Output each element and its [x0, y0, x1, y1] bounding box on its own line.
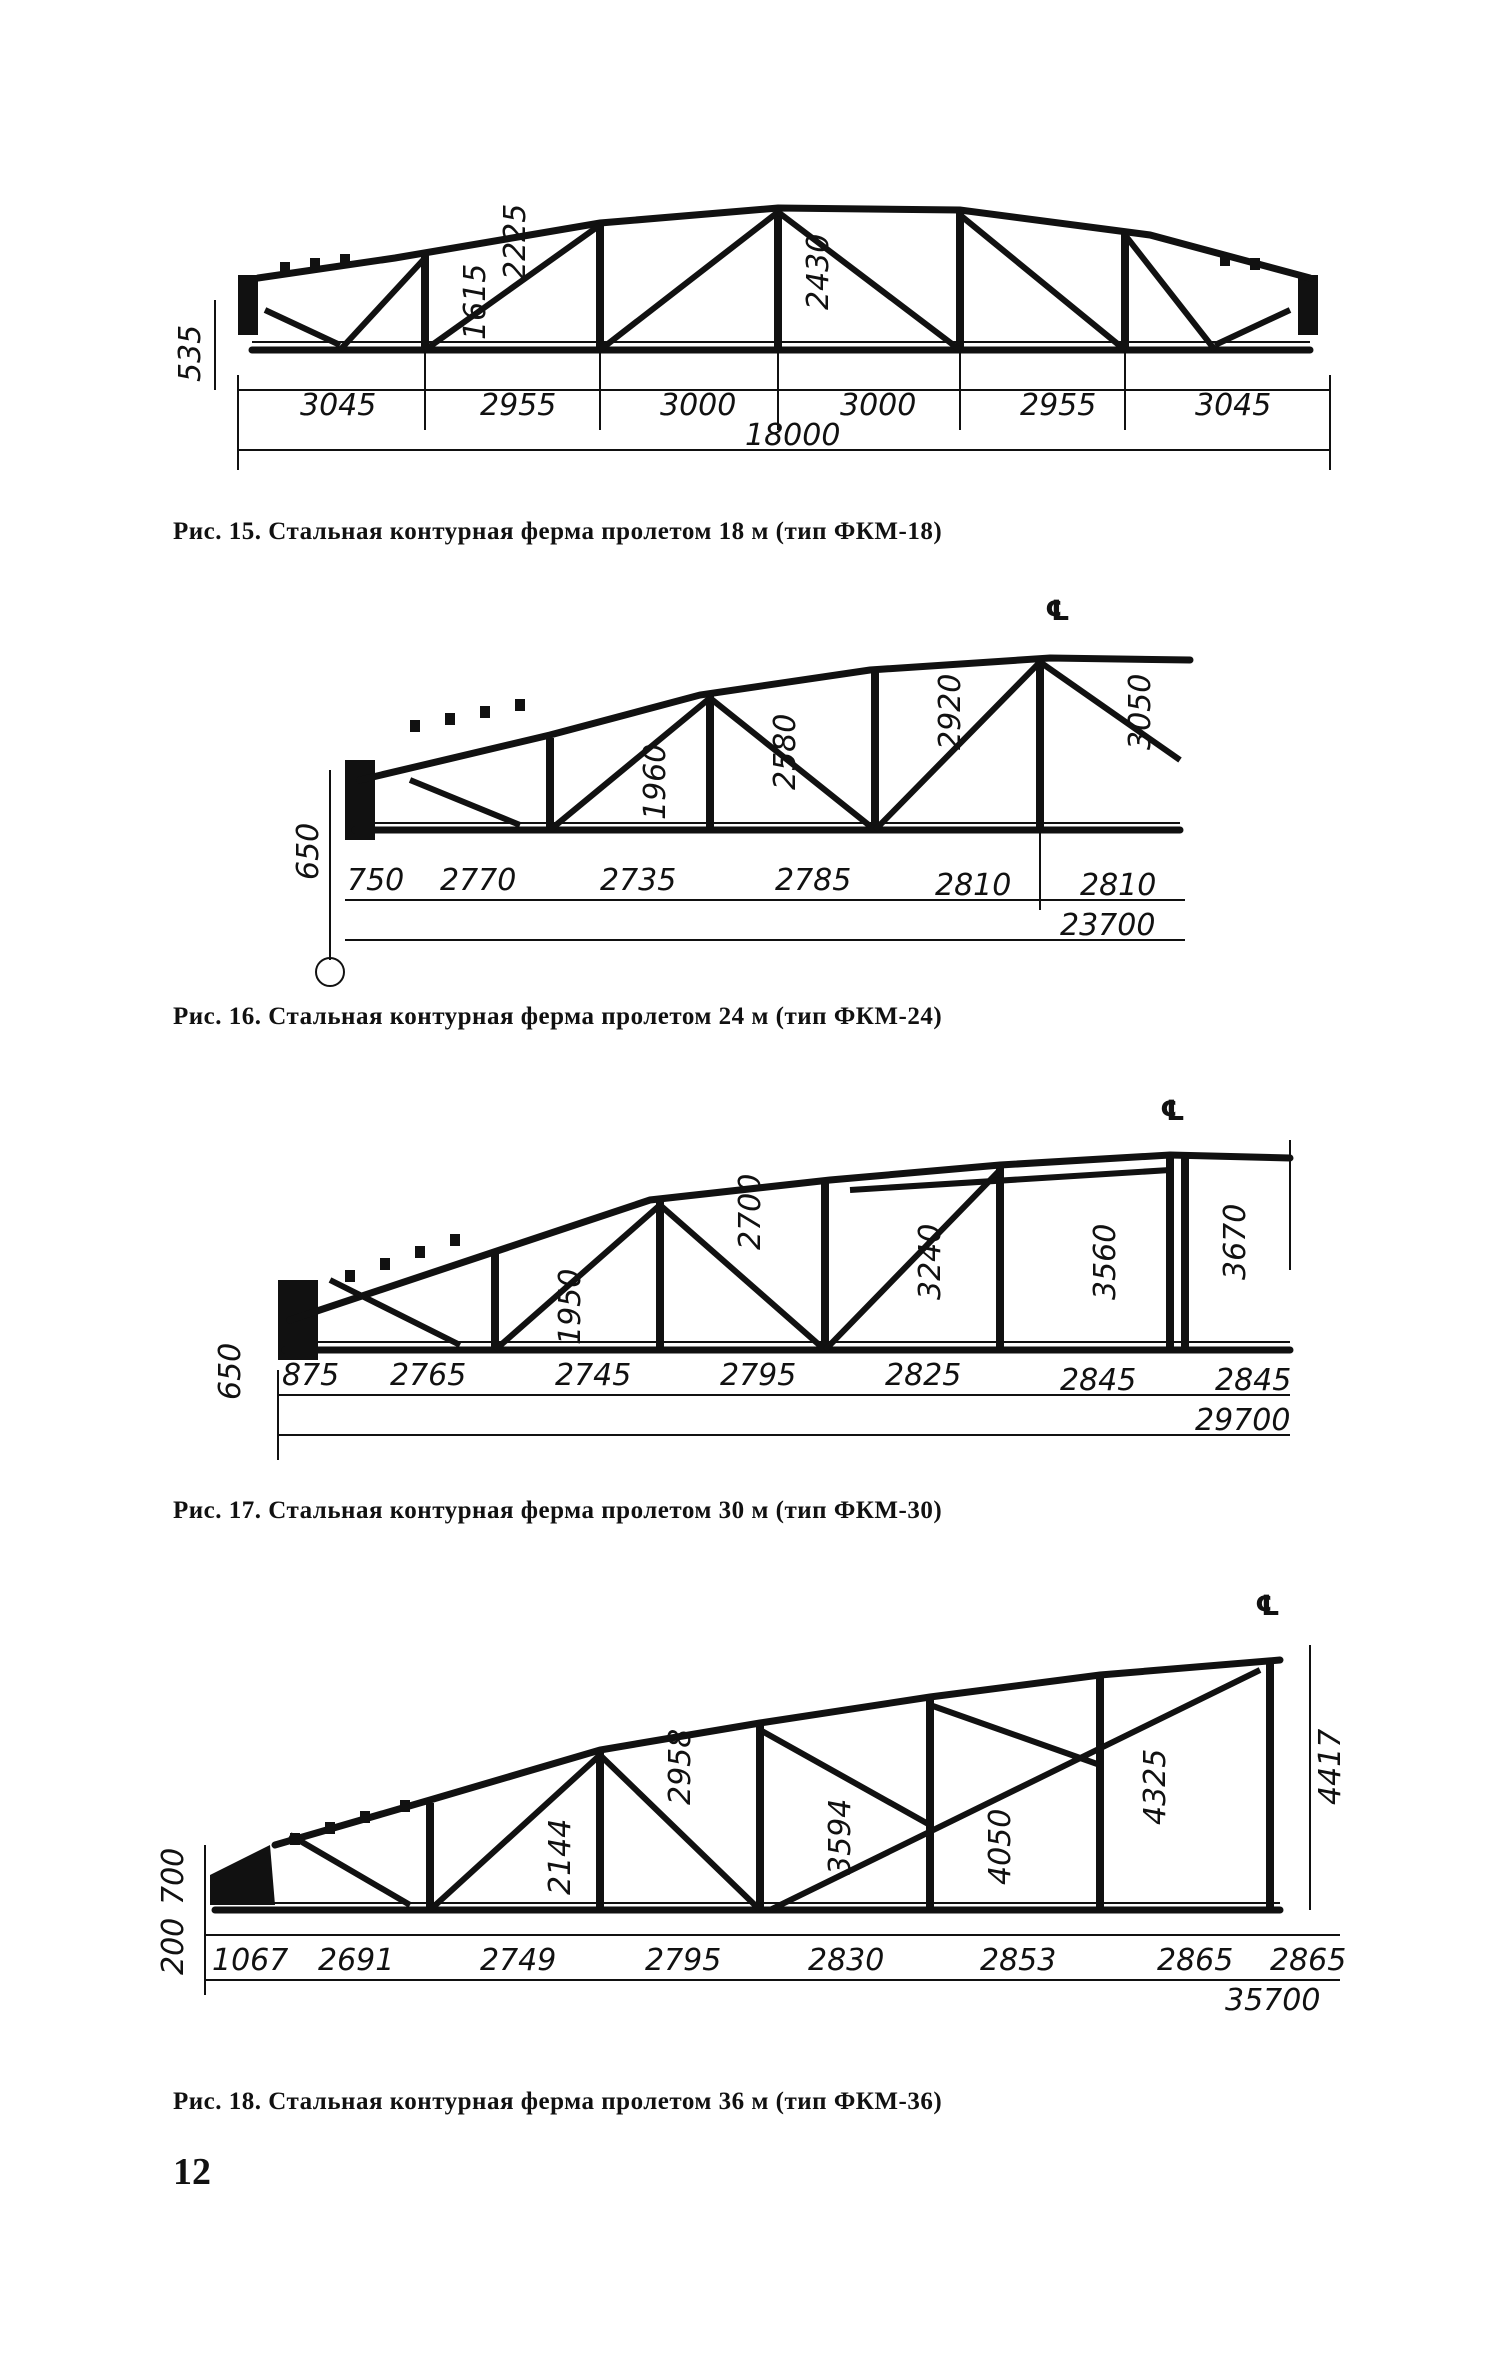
height-dim: 2920	[933, 673, 968, 750]
panel-dim: 2825	[885, 1358, 962, 1393]
panel-dim: 2853	[980, 1943, 1057, 1978]
panel-dim: 750	[347, 863, 405, 898]
panel-dim: 3000	[840, 388, 917, 423]
total-span: 18000	[745, 418, 841, 453]
truss-drawing-fkm-30	[0, 1080, 1500, 1480]
truss-drawing-fkm-36	[0, 1575, 1500, 2095]
panel-dim: 2745	[555, 1358, 632, 1393]
panel-dim: 1067	[212, 1943, 289, 1978]
panel-dim: 2865	[1157, 1943, 1234, 1978]
height-dim: 2144	[543, 1818, 578, 1895]
height-dim: 2958	[663, 1728, 698, 1805]
panel-dim: 2770	[440, 863, 517, 898]
panel-dim: 3045	[300, 388, 377, 423]
figure-caption: Рис. 15. Стальная контурная ферма пролетом 18 м (тип ФКМ-18)	[173, 518, 943, 545]
truss-drawing-fkm-24	[0, 580, 1500, 1000]
height-dim: 2580	[768, 713, 803, 790]
height-dim: 3594	[823, 1798, 858, 1875]
figure-18	[0, 1575, 1500, 2095]
height-dim: 535	[173, 324, 208, 382]
height-dim: 3050	[1123, 673, 1158, 750]
height-dim: 3560	[1088, 1223, 1123, 1300]
panel-dim: 2795	[645, 1943, 722, 1978]
height-dim: 2700	[733, 1173, 768, 1250]
left-support	[210, 1845, 275, 1905]
panel-dim: 875	[282, 1358, 340, 1393]
panel-dim: 2845	[1215, 1363, 1292, 1398]
panel-dim: 2749	[480, 1943, 557, 1978]
height-dim: 3670	[1218, 1203, 1253, 1280]
height-dim: 200	[156, 1917, 191, 1975]
height-dim: 1615	[458, 263, 493, 340]
height-dim: 2430	[801, 233, 836, 310]
height-dim: 650	[213, 1342, 248, 1400]
panel-dim: 2845	[1060, 1363, 1137, 1398]
axis-marker	[316, 958, 344, 986]
total-span: 23700	[1060, 908, 1156, 943]
figure-15	[0, 150, 1500, 480]
panel-dim: 2691	[318, 1943, 395, 1978]
top-chord	[290, 1155, 1290, 1320]
height-dim: 4417	[1313, 1728, 1348, 1805]
total-span: 29700	[1195, 1403, 1291, 1438]
figure-caption: Рис. 18. Стальная контурная ферма пролетом 36 м (тип ФКМ-36)	[173, 2088, 943, 2115]
figure-16	[0, 580, 1500, 1000]
truss-drawing-fkm-18	[0, 150, 1500, 480]
panel-dim: 2865	[1270, 1943, 1347, 1978]
centerline-symbol: ℄	[1255, 1589, 1281, 1622]
panel-dim: 2810	[1080, 868, 1157, 903]
height-dim: 2225	[498, 203, 533, 280]
panel-dim: 2785	[775, 863, 852, 898]
top-chord	[275, 1660, 1280, 1845]
figure-caption: Рис. 17. Стальная контурная ферма пролетом 30 м (тип ФКМ-30)	[173, 1497, 943, 1524]
height-dim: 3240	[913, 1223, 948, 1300]
panel-dim: 2765	[390, 1358, 467, 1393]
panel-dim: 3045	[1195, 388, 1272, 423]
height-dim: 1960	[638, 743, 673, 820]
right-support	[1298, 275, 1318, 335]
height-dim: 4325	[1138, 1748, 1173, 1825]
height-dim: 650	[291, 822, 326, 880]
left-support	[238, 275, 258, 335]
height-dim: 1950	[553, 1268, 588, 1345]
panel-dim: 2830	[808, 1943, 885, 1978]
panel-dim: 2955	[480, 388, 557, 423]
panel-dim: 2735	[600, 863, 677, 898]
page-number: 12	[173, 2151, 211, 2193]
figure-17	[0, 1080, 1500, 1480]
figure-caption: Рис. 16. Стальная контурная ферма пролетом 24 м (тип ФКМ-24)	[173, 1003, 943, 1030]
panel-dim: 2810	[935, 868, 1012, 903]
centerline-symbol: ℄	[1160, 1094, 1186, 1127]
height-dim: 700	[156, 1847, 191, 1905]
centerline-symbol: ℄	[1045, 594, 1071, 627]
panel-dim: 2955	[1020, 388, 1097, 423]
total-span: 35700	[1225, 1983, 1321, 2018]
panel-dim: 2795	[720, 1358, 797, 1393]
panel-dim: 3000	[660, 388, 737, 423]
height-dim: 4050	[983, 1808, 1018, 1885]
